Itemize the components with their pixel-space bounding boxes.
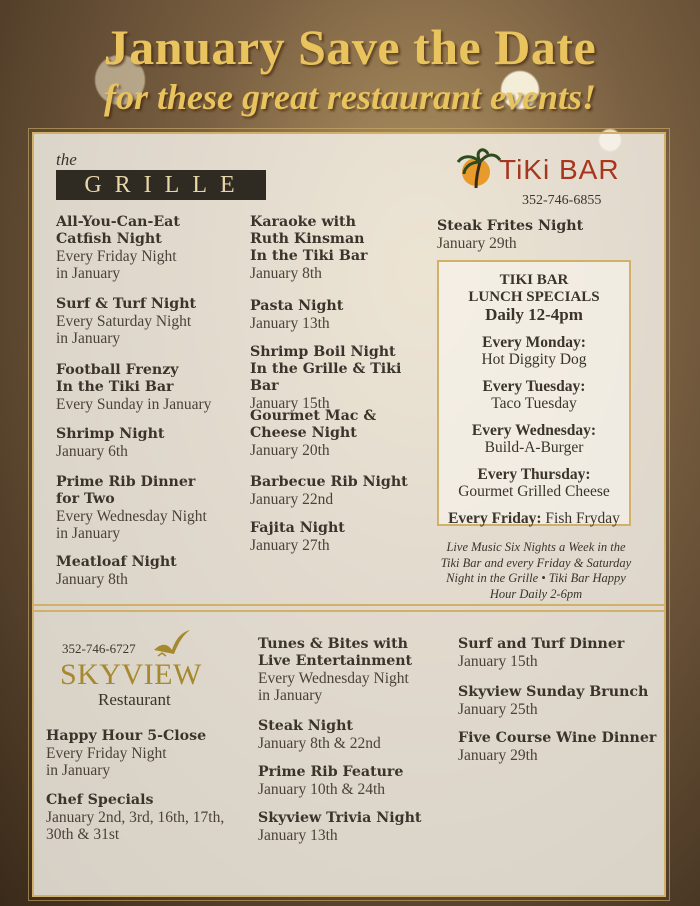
event-date: Every Wednesday Night in January [56, 508, 207, 542]
skyview-event-5 [258, 764, 448, 798]
page-subtitle: for these great restaurant events! [103, 77, 596, 117]
grille-logo: GRILLE [56, 170, 266, 200]
lunch-dish: Build-A-Burger [484, 439, 584, 456]
grille-logo-the: the [56, 150, 77, 169]
event-name: Skyview Sunday Brunch [458, 684, 649, 700]
skyview-phone: 352-746-6727 [62, 641, 136, 656]
event-name: Pasta Night [250, 298, 344, 314]
event-date: January 15th [250, 395, 330, 412]
grille-event-7 [250, 214, 430, 282]
skyview-event-9 [458, 730, 658, 764]
section-divider [34, 604, 664, 612]
event-name: Gourmet Mac & Cheese Night [250, 408, 377, 441]
event-name: Barbecue Rib Night [250, 474, 408, 490]
grille-event-9 [250, 344, 430, 412]
event-name: Karaoke with Ruth Kinsman In the Tiki Bar [250, 214, 368, 264]
event-name: Tunes & Bites with Live Entertainment [258, 636, 413, 669]
event-name: Chef Specials [46, 792, 154, 808]
live-music-note: Live Music Six Nights a Week in the Tiki Bar and every Friday & Saturday Night in the Grille • Tiki Bar Happy Hour Daily 2-6pm [440, 540, 632, 601]
event-name: Happy Hour 5-Close [46, 728, 207, 744]
skyview-logo: SKYVIEW [60, 658, 202, 691]
event-name: Skyview Trivia Night [258, 810, 422, 826]
grille-event-5 [56, 474, 236, 542]
grille-event-4 [56, 426, 236, 460]
event-date: January 6th [56, 443, 128, 460]
event-name: Steak Night [258, 718, 353, 734]
lunch-dish: Hot Diggity Dog [481, 351, 587, 368]
lunch-specials-box [437, 260, 631, 526]
event-name: Meatloaf Night [56, 554, 177, 570]
event-date: January 8th [250, 265, 322, 282]
event-date: Every Friday Night in January [56, 248, 177, 282]
lunch-day: Every Friday: [448, 510, 542, 527]
grille-event-3 [56, 362, 236, 413]
grille-event-12 [250, 520, 430, 554]
event-name: Fajita Night [250, 520, 345, 536]
event-date: Every Saturday Night in January [56, 313, 192, 347]
event-date: January 8th [56, 571, 128, 588]
tiki-steak-event [437, 218, 637, 252]
event-name: Prime Rib Dinner for Two [56, 474, 196, 507]
event-date: January 22nd [250, 491, 334, 508]
event-name: Five Course Wine Dinner [458, 730, 657, 746]
lunch-day: Every Wednesday: [471, 422, 597, 439]
page-title: January Save the Date [103, 19, 597, 75]
grille-event-11 [250, 474, 430, 508]
skyview-event-2 [46, 792, 251, 843]
event-date: January 13th [258, 827, 338, 844]
grille-event-6 [56, 554, 236, 588]
lunch-dish: Gourmet Grilled Cheese [458, 483, 610, 500]
skyview-event-7 [458, 636, 658, 670]
lunch-day: Every Monday: [482, 334, 586, 351]
event-date: January 2nd, 3rd, 16th, 17th, 30th & 31st [46, 809, 225, 843]
grille-event-10 [250, 408, 430, 459]
skyview-event-6 [258, 810, 448, 844]
lunch-day: Every Thursday: [477, 466, 591, 483]
skyview-event-3 [258, 636, 448, 704]
event-name: Shrimp Night [56, 426, 165, 442]
tiki-bar-phone: 352-746-6855 [522, 193, 602, 208]
event-date: January 8th & 22nd [258, 735, 381, 752]
event-date: January 15th [458, 653, 538, 670]
grille-event-8 [250, 298, 430, 332]
lunch-friday [439, 510, 629, 528]
skyview-event-1 [46, 728, 251, 779]
event-date: January 25th [458, 701, 538, 718]
skyview-logo-subtitle: Restaurant [98, 690, 171, 709]
event-date: January 29th [437, 235, 517, 252]
lunch-hours: Daily 12-4pm [485, 305, 583, 324]
events-panel [32, 132, 666, 897]
event-name: Shrimp Boil Night In the Grille & Tiki Bar [250, 344, 402, 394]
event-date: Every Wednesday Night in January [258, 670, 409, 704]
grille-event-1 [56, 214, 236, 282]
event-name: Steak Frites Night [437, 218, 584, 234]
event-date: January 10th & 24th [258, 781, 385, 798]
event-name: Surf & Turf Night [56, 296, 197, 312]
bird-icon [152, 628, 192, 658]
event-date: January 13th [250, 315, 330, 332]
grille-event-2 [56, 296, 236, 347]
event-name: Football Frenzy In the Tiki Bar [56, 362, 179, 395]
event-date: Every Friday Night in January [46, 745, 167, 779]
event-date: Every Sunday in January [56, 396, 212, 413]
skyview-event-4 [258, 718, 448, 752]
event-name: All-You-Can-Eat Catfish Night [56, 214, 180, 247]
event-date: January 20th [250, 442, 330, 459]
lunch-heading: TIKI BAR LUNCH SPECIALS [468, 272, 600, 305]
event-name: Surf and Turf Dinner [458, 636, 625, 652]
event-name: Prime Rib Feature [258, 764, 404, 780]
skyview-event-8 [458, 684, 658, 718]
event-date: January 29th [458, 747, 538, 764]
page-header [0, 0, 700, 132]
lunch-dish: Fish Fryday [545, 510, 620, 527]
lunch-day: Every Tuesday: [482, 378, 586, 395]
lunch-dish: Taco Tuesday [491, 395, 577, 412]
event-date: January 27th [250, 537, 330, 554]
tiki-bar-logo: TiKi BAR [499, 154, 620, 185]
